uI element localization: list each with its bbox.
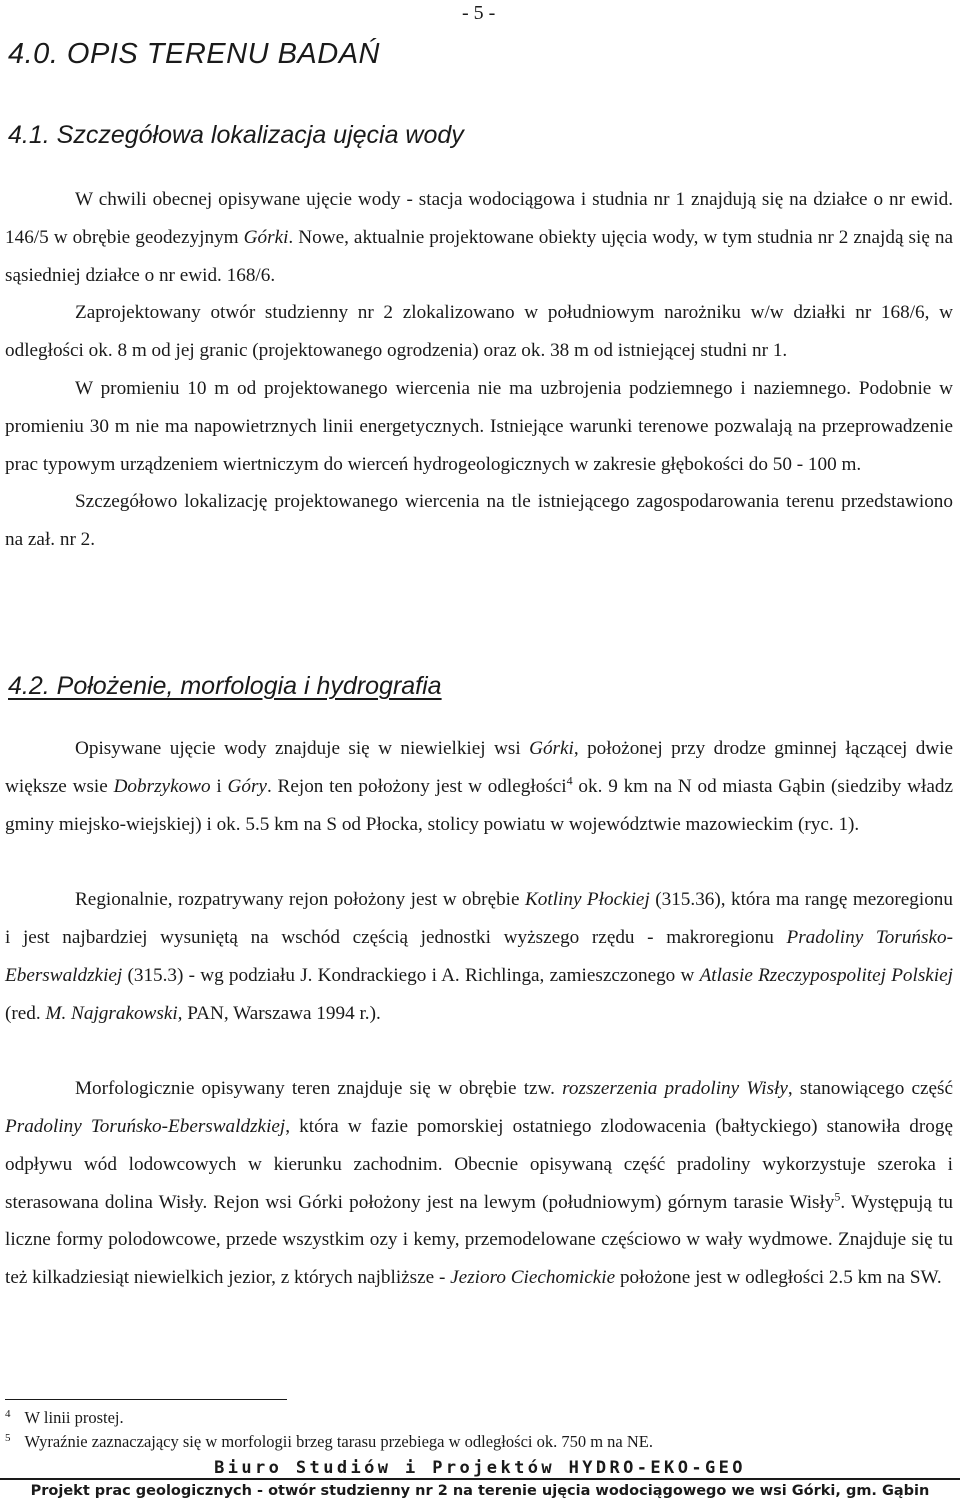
footnote-ref: 4 <box>566 773 573 788</box>
page-number: - 5 - <box>462 2 496 24</box>
paragraph: W chwili obecnej opisywane ujęcie wody - stacja wodociągowa i studnia nr 1 znajdują się na działce o nr ewid. 146/5 w obrębie geodezyjnym Górki. Nowe, aktualnie projektowane obiekty ujęcia wody, w tym studnia nr 2 znajdą się na sąsiedniej działce o nr ewid. 168/6. <box>5 189 953 286</box>
footer-company: Biuro Studiów i Projektów HYDRO-EKO-GEO <box>214 1458 746 1478</box>
footnote-5: $^5$ Wyraźnie zaznaczający się w morfologii brzeg tarasu przebiega w odległości ok. 750 m na NE. <box>5 1431 653 1451</box>
paragraph: Regionalnie, rozpatrywany rejon położony jest w obrębie Kotliny Płockiej (315.36), która ma rangę mezoregionu i jest najbardziej wysuniętą na wschód częścią jednostki wyższego rzędu - makroregionu Pradoliny Toruńsko-Eberswaldzkiej (315.3) - wg podziału J. Kondrackiego i A. Richlinga, zamieszczonego w Atlasie Rzeczypospolitej Polskiej (red. M. Najgrakowski, PAN, Warszawa 1994 r.). <box>5 889 953 1024</box>
chapter-heading: 4.0. OPIS TERENU BADAŃ <box>8 38 380 70</box>
section-heading-4-2: 4.2. Położenie, morfologia i hydrografia <box>8 672 442 700</box>
footer-divider <box>0 1478 960 1480</box>
section-4-2-body <box>5 730 953 1297</box>
section-heading-4-1: 4.1. Szczegółowa lokalizacja ujęcia wody <box>8 121 464 149</box>
paragraph: Szczegółowo lokalizację projektowanego wiercenia na tle istniejącego zagospodarowania terenu przedstawiono na zał. nr 2. <box>5 491 953 551</box>
paragraph: Zaprojektowany otwór studzienny nr 2 zlokalizowano w południowym narożniku w/w działki nr 168/6, w odległości ok. 8 m od jej granic (projektowanego ogrodzenia) oraz ok. 38 m od istniejącej studni nr 1. <box>5 302 953 362</box>
footer-project-title: Projekt prac geologicznych - otwór studzienny nr 2 na terenie ujęcia wodociągowego we wsi Górki, gm. Gąbin <box>30 1483 930 1499</box>
section-4-1-body <box>5 181 953 559</box>
paragraph: Opisywane ujęcie wody znajduje się w niewielkiej wsi Górki, położonej przy drodze gminnej łączącej dwie większe wsie Dobrzykowo i Góry. Rejon ten położony jest w odległości$^4$ ok. 9 km na N od miasta Gąbin (siedziby władz gminy miejsko-wiejskiej) i ok. 5.5 km na S od Płocka, stolicy powiatu w województwie mazowieckim (ryc. 1). <box>5 738 953 835</box>
footnote-ref: 5 <box>834 1189 841 1204</box>
footnote-separator <box>5 1399 287 1400</box>
paragraph: Morfologicznie opisywany teren znajduje się w obrębie tzw. rozszerzenia pradoliny Wisły, stanowiącego część Pradoliny Toruńsko-Eberswaldzkiej, która w fazie pomorskiej ostatniego zlodowacenia (bałtyckiego) stanowiła drogę odpływu wód lodowcowych w kierunku zachodnim. Obecnie opisywaną część pradoliny wykorzystuje szeroka i sterasowana dolina Wisły. Rejon wsi Górki położony jest na lewym (południowym) górnym tarasie Wisły$^5$. Występują tu liczne formy polodowcowe, przede wszystkim ozy i kemy, przemodelowane częściowo w wały wydmowe. Znajduje się tu też kilkadziesiąt niewielkich jezior, z których najbliższe - Jezioro Ciechomickie położone jest w odległości 2.5 km na SW. <box>5 1078 953 1289</box>
paragraph: W promieniu 10 m od projektowanego wiercenia nie ma uzbrojenia podziemnego i naziemnego. Podobnie w promieniu 30 m nie ma napowietrznych linii energetycznych. Istniejące warunki terenowe pozwalają na przeprowadzenie prac typowym urządzeniem wiertniczym do wierceń hydrogeologicznych w zakresie głębokości do 50 - 100 m. <box>5 377 953 475</box>
footnote-4: $^4$ W linii prostej. <box>5 1407 124 1427</box>
